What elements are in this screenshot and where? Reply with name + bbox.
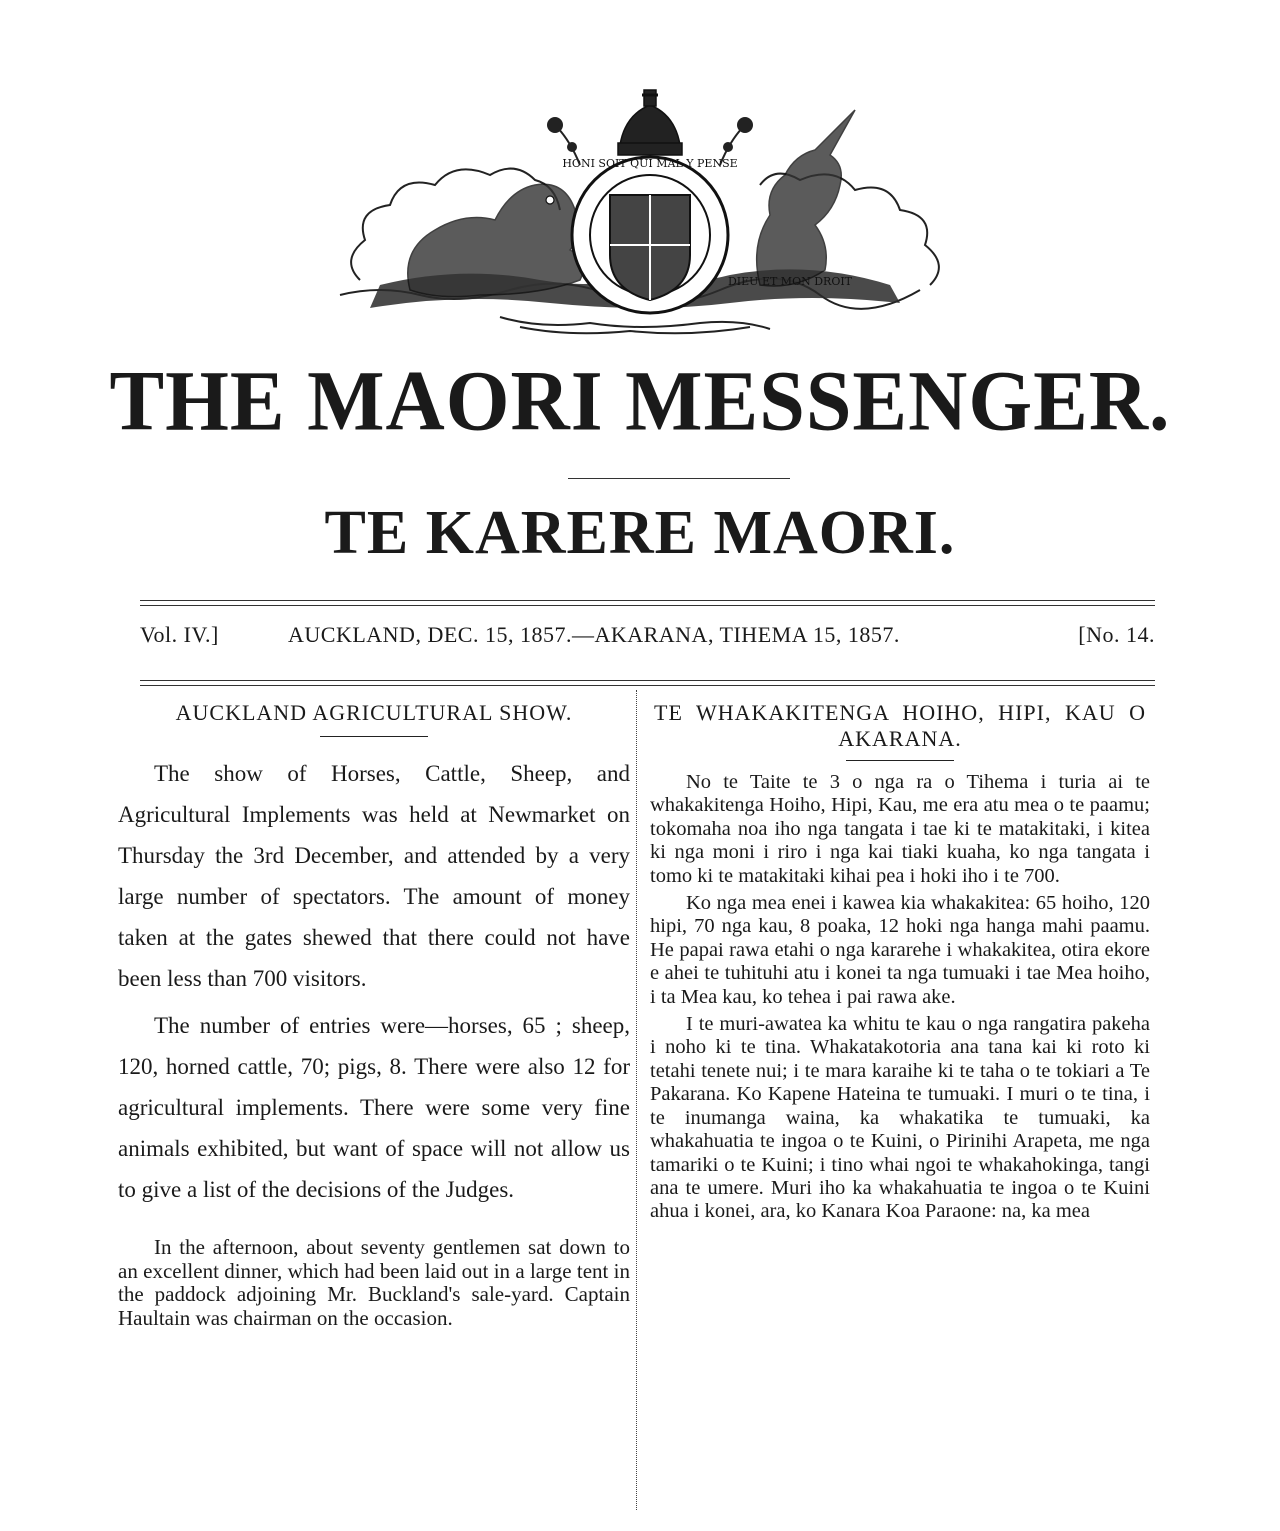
article-maori-paragraph: I te muri-awatea ka whitu te kau o nga rangatira pakeha i noho ki te tina. Whakatakotoria ana tana kai ki roto ki tetahi tenete nui; i te mara karaihe ki te taha o te tokiari a Te Pakarana. Ko Kapene Hateina te tumuaki. I muri o te tina, i te inumanga waina, ka whakatika te tumuaki, ka whakahuatia te ingoa o te Kuini, o Pirinihi Arapeta, me nga tamariki o te Kuini; i tino whai ngoi te whakahokinga, tangi ana te umere. Muri iho ka whakahuatia te ingoa o te Kuini ahua i konei, ara, ko Kanara Koa Paraone: na, ka mea xyxy=(650,1013,1150,1223)
column-divider xyxy=(636,690,637,1510)
article-english-heading: AUCKLAND AGRICULTURAL SHOW. xyxy=(175,700,573,725)
article-maori-paragraph: No te Taite te 3 o nga ra o Tihema i turia ai te whakakitenga Hoiho, Hipi, Kau, me era atu mea o te paamu; tokomaha noa iho nga tangata i tae ki te matakitaki, i kitea ki nga moni i riro i nga kai tiaki kuaha, ko nga tangata i tomo ki te matakitaki kihai pea i hoki iho i te 700. xyxy=(650,771,1150,887)
royal-coat-of-arms-icon xyxy=(320,85,940,340)
issue-top-rule xyxy=(140,600,1155,606)
article-english-paragraph: The show of Horses, Cattle, Sheep, and Agricultural Implements was held at Newmarket on Thursday the 3rd December, and attended by a very large number of spectators. The amount of money taken at the gates shewed that there could not have been less than 700 visitors. xyxy=(118,761,630,991)
heading-rule xyxy=(320,736,428,737)
masthead-title-english: THE MAORI MESSENGER. xyxy=(109,352,1171,449)
masthead-title-maori: TE KARERE MAORI. xyxy=(324,499,956,567)
issue-line xyxy=(140,622,1155,658)
dateline: AUCKLAND, DEC. 15, 1857.—AKARANA, TIHEMA 15, 1857. xyxy=(288,622,900,647)
article-english-paragraph: The number of entries were—horses, 65 ; sheep, 120, horned cattle, 70; pigs, 8. There were also 12 for agricultural implements. There were some very fine animals exhibited, but want of space will not allow us to give a list of the decisions of the Judges. xyxy=(118,1013,630,1202)
svg-text:HONI SOIT QUI MAL Y PENSE: HONI SOIT QUI MAL Y PENSE xyxy=(562,157,738,170)
article-english xyxy=(118,694,630,1330)
heading-rule xyxy=(846,760,954,761)
article-maori xyxy=(650,694,1150,1224)
issue-number: [No. 14. xyxy=(1078,622,1155,647)
svg-text:DIEU ET MON DROIT: DIEU ET MON DROIT xyxy=(727,275,853,288)
issue-bottom-rule xyxy=(140,680,1155,686)
article-english-paragraph: In the afternoon, about seventy gentlemen sat down to an excellent dinner, which had been laid out in a large tent in the paddock adjoining Mr. Buckland's sale-yard. Captain Haultain was chairman on the occasion. xyxy=(118,1235,630,1330)
article-maori-paragraph: Ko nga mea enei i kawea kia whakakitea: 65 hoiho, 120 hipi, 70 nga kau, 8 poaka, 12 hoki nga hanga mahi paamu. He papai rawa etahi o nga kararehe i whakakitea, otira ekore e ahei te tuhituhi atu i konei ta nga tumuaki i tae Mea hoiho, i ta Mea kau, ko tehea i pai rawa ake. xyxy=(650,892,1150,1008)
volume-label: Vol. IV.] xyxy=(140,622,219,647)
masthead-divider xyxy=(568,478,790,479)
article-maori-heading: TE WHAKAKITENGA HOIHO, HIPI, KAU O AKARANA. xyxy=(654,700,1146,751)
